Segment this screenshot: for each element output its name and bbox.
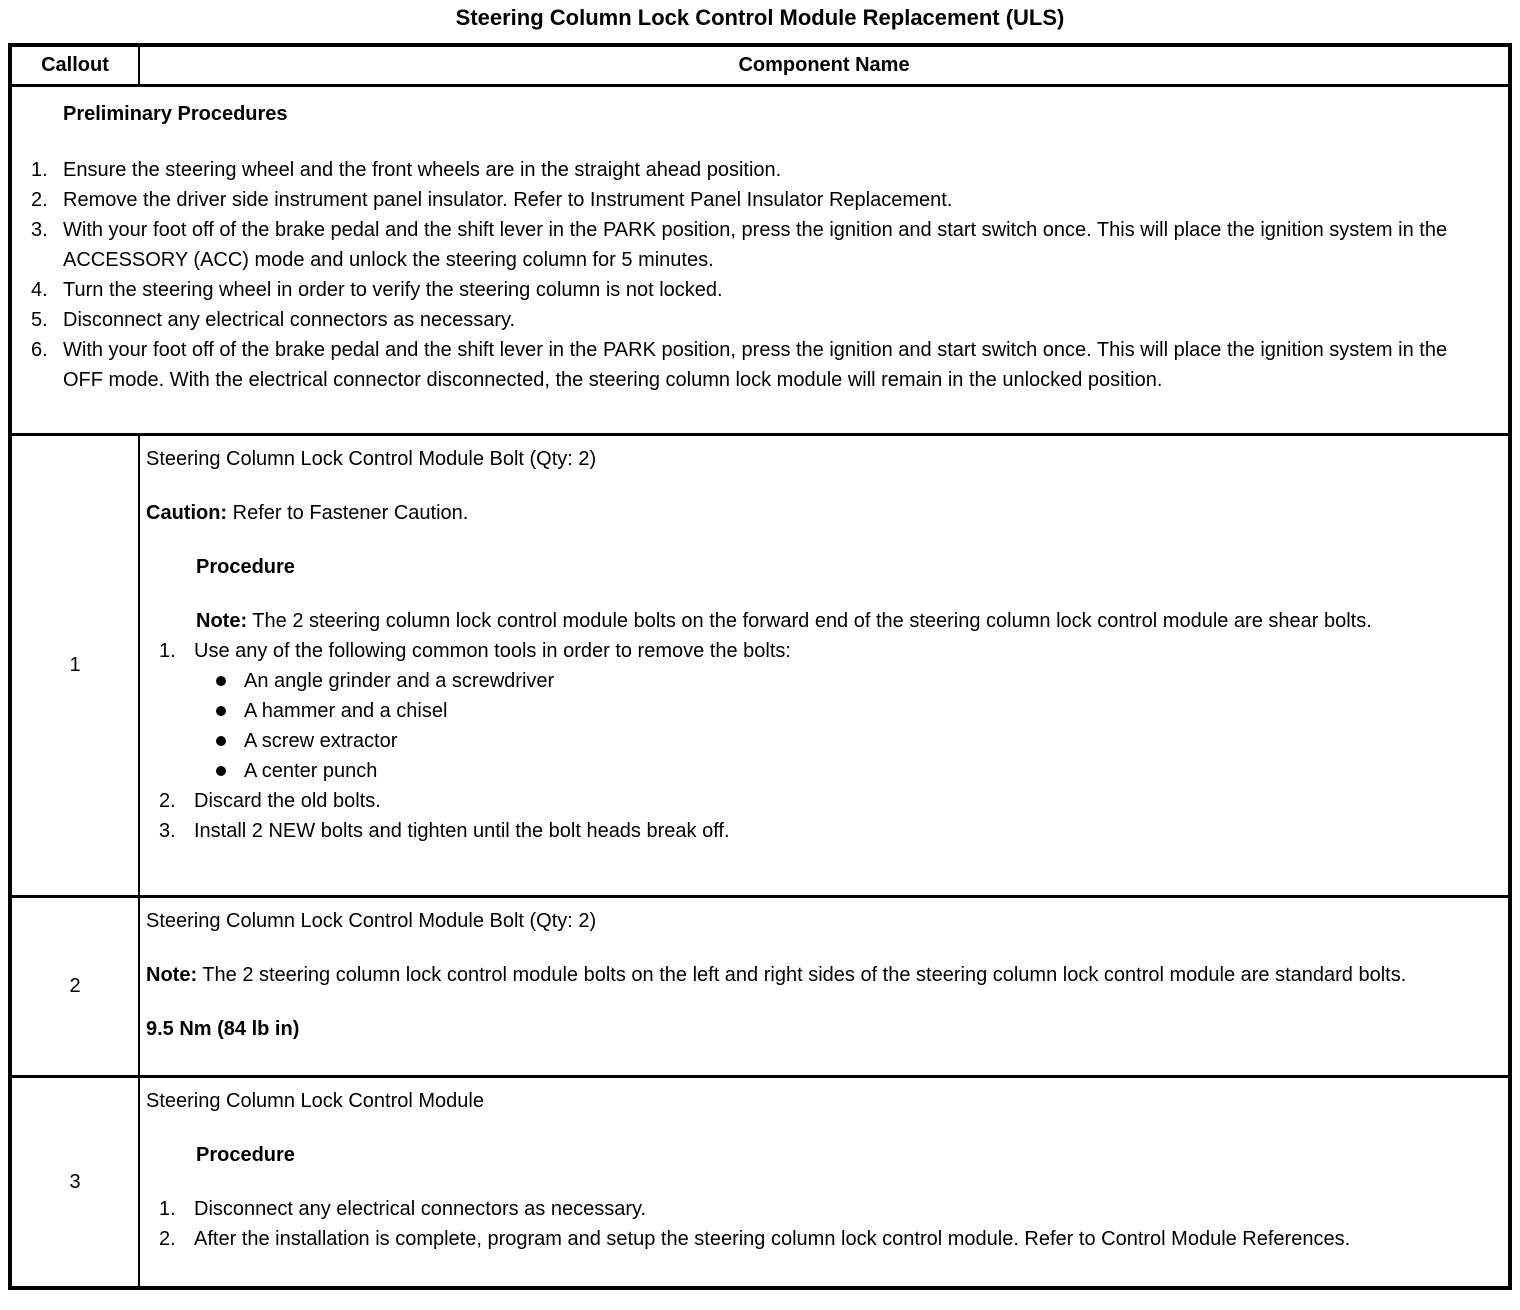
standard-bolt-note-label: Note: (146, 964, 198, 986)
step-number: 2. (31, 189, 48, 211)
module-install-steps (146, 1194, 1490, 1254)
shear-bolt-note: Note: The 2 steering column lock control module bolts on the forward end of the steering column lock control module are shear bolts. (196, 610, 1372, 632)
step-text: Use any of the following common tools in order to remove the bolts: (194, 640, 791, 662)
callout-number: 1 (69, 654, 81, 676)
numbered-step (146, 1194, 1490, 1224)
bullet-text: A hammer and a chisel (244, 700, 448, 722)
preliminary-procedures-heading: Preliminary Procedures (63, 103, 288, 125)
numbered-step (146, 1224, 1490, 1254)
step-number: 6. (31, 339, 48, 361)
component-name-column-header: Component Name (738, 54, 910, 76)
bullet-item (146, 666, 1490, 696)
step-text: Disconnect any electrical connectors as necessary. (63, 309, 516, 331)
numbered-step (146, 786, 1490, 816)
step-number: 1. (159, 1198, 176, 1220)
bullet-text: An angle grinder and a screwdriver (244, 670, 555, 692)
step-number: 4. (31, 279, 48, 301)
step-number: 5. (31, 309, 48, 331)
bullet-icon (216, 736, 226, 746)
bullet-item (146, 696, 1490, 726)
component-cell (140, 436, 1508, 895)
step-text: Turn the steering wheel in order to verify the steering column is not locked. (63, 279, 723, 301)
torque-spec: 9.5 Nm (84 lb in) (146, 1018, 300, 1040)
step-number: 3. (31, 219, 48, 241)
callout-row (12, 898, 1508, 1078)
procedure-heading: Procedure (196, 1144, 295, 1166)
callout-number: 2 (69, 975, 81, 997)
component-title: Steering Column Lock Control Module Bolt (Qty: 2) (146, 910, 597, 932)
component-cell (140, 1078, 1508, 1286)
bolt-removal-steps (146, 636, 1490, 846)
step-text: Install 2 NEW bolts and tighten until the bolt heads break off. (194, 820, 730, 842)
step-text: Ensure the steering wheel and the front wheels are in the straight ahead position. (63, 159, 782, 181)
step-number: 2. (159, 1228, 176, 1250)
numbered-step (146, 816, 1490, 846)
bullet-icon (216, 676, 226, 686)
callout-row (12, 1078, 1508, 1286)
step-number: 1. (159, 640, 176, 662)
step-number: 2. (159, 790, 176, 812)
numbered-step (12, 335, 1463, 395)
bullet-item (146, 756, 1490, 786)
step-text: Discard the old bolts. (194, 790, 381, 812)
standard-bolt-note: Note: The 2 steering column lock control module bolts on the left and right sides of the steering column lock control module are standard bolts. (146, 964, 1407, 986)
callout-column-header: Callout (12, 47, 140, 84)
table-header-row (12, 47, 1508, 87)
callout-cell (12, 436, 140, 895)
component-title: Steering Column Lock Control Module Bolt (Qty: 2) (146, 448, 597, 470)
bullet-text: A screw extractor (244, 730, 398, 752)
component-cell (140, 898, 1508, 1075)
step-number: 3. (159, 820, 176, 842)
numbered-step (12, 305, 1463, 335)
page-title: Steering Column Lock Control Module Replacement (ULS) (455, 5, 1065, 30)
callout-row (12, 436, 1508, 898)
shear-bolt-note-label: Note: (196, 610, 248, 632)
step-text: With your foot off of the brake pedal and the shift lever in the PARK position, press the ignition and start switch once. This will place the ignition system in the OFF mode. With the electrical connector disconnected, the steering column lock module will remain in the unlocked position. (63, 339, 1448, 391)
step-text: Disconnect any electrical connectors as necessary. (194, 1198, 647, 1220)
numbered-step (12, 215, 1463, 275)
numbered-step (146, 636, 1490, 666)
procedure-table (8, 43, 1512, 1290)
step-text: Remove the driver side instrument panel insulator. Refer to Instrument Panel Insulator Replacement. (63, 189, 953, 211)
callout-number: 3 (69, 1170, 81, 1193)
bullet-text: A center punch (244, 760, 378, 782)
procedure-heading: Procedure (196, 556, 295, 578)
numbered-step (12, 275, 1463, 305)
step-number: 1. (31, 159, 48, 181)
bullet-item (146, 726, 1490, 756)
numbered-step (12, 155, 1463, 185)
step-text: After the installation is complete, program and setup the steering column lock control module. Refer to Control Module References. (194, 1228, 1351, 1250)
component-title: Steering Column Lock Control Module (146, 1090, 484, 1112)
step-text: With your foot off of the brake pedal and the shift lever in the PARK position, press the ignition and start switch once. This will place the ignition system in the ACCESSORY (ACC) mode and unlock the steering column for 5 minutes. (63, 219, 1448, 271)
preliminary-procedures-section (12, 87, 1508, 436)
callout-cell (12, 1078, 140, 1286)
fastener-caution: Caution: Refer to Fastener Caution. (146, 502, 469, 524)
bullet-icon (216, 706, 226, 716)
bullet-icon (216, 766, 226, 776)
callout-cell (12, 898, 140, 1075)
preliminary-steps-list (12, 155, 1463, 395)
numbered-step (12, 185, 1463, 215)
fastener-caution-label: Caution: (146, 502, 228, 524)
callout-rows (12, 436, 1508, 1286)
